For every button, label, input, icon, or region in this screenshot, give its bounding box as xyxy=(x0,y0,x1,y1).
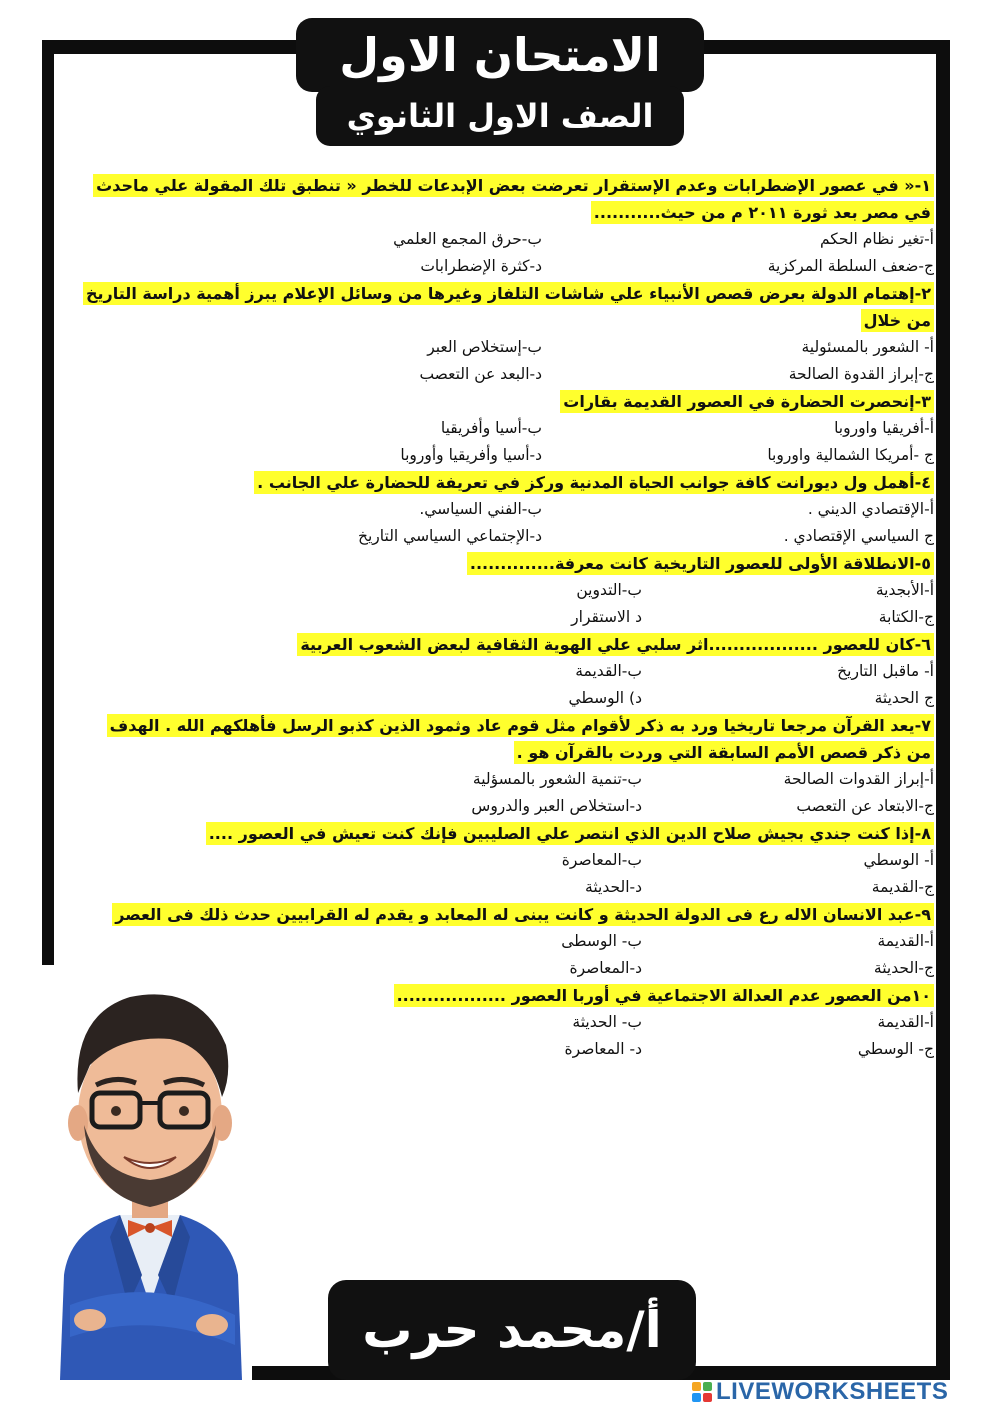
answer-option[interactable]: ب-التدوين xyxy=(576,581,642,599)
answer-option[interactable]: د) الوسطي xyxy=(568,689,642,707)
answer-option[interactable]: ب-الفني السياسي. xyxy=(419,500,542,518)
answer-option[interactable]: ج-القديمة xyxy=(871,878,934,896)
answer-option[interactable]: أ-الإقتصادي الديني . xyxy=(807,500,934,518)
options-row xyxy=(74,226,934,253)
answer-option[interactable]: د- المعاصرة xyxy=(564,1040,642,1058)
question-text: ٩-عبد الانسان الاله رع فى الدولة الحديثة و كانت يبنى له المعابد و يقدم له القرابيين حدث ذلك فى العصر xyxy=(112,903,934,926)
answer-option[interactable]: أ-الأبجدية xyxy=(875,581,934,599)
question-line xyxy=(74,388,934,415)
options-row xyxy=(74,361,934,388)
question-line xyxy=(74,550,934,577)
options-row xyxy=(74,334,934,361)
options-row xyxy=(74,604,934,631)
liveworksheets-watermark xyxy=(692,1378,948,1406)
options-row xyxy=(74,415,934,442)
frame-right-border xyxy=(936,40,950,1380)
grade-subtitle: الصف الاول الثانوي xyxy=(316,86,684,146)
answer-option[interactable]: ب-تنمية الشعور بالمسؤلية xyxy=(472,770,642,788)
answer-option[interactable]: ج-ضعف السلطة المركزية xyxy=(767,257,934,275)
answer-option[interactable]: ب-أسيا وأفريقيا xyxy=(440,419,542,437)
question-text: من ذكر قصص الأمم السابقة التي وردت بالقرآن هو . xyxy=(514,741,934,764)
question-text: ٢-إهتمام الدولة بعرض قصص الأنبياء علي شاشات التلفاز وغيرها من وسائل الإعلام يبرز أهمية دراسة التاريخ xyxy=(83,282,934,305)
answer-option[interactable]: أ-القديمة xyxy=(877,932,934,950)
question-text: ٧-يعد القرآن مرجعا تاريخيا ورد به ذكر لأقوام مثل قوم عاد وثمود الذين كذبو الرسل فأهلكهم الله . الهدف xyxy=(107,714,934,737)
answer-option[interactable]: ج -أمريكا الشمالية واوروبا xyxy=(767,446,934,464)
answer-option[interactable]: د-الحديثة xyxy=(585,878,642,896)
question-line xyxy=(74,469,934,496)
answer-option[interactable]: ب- الوسطى xyxy=(561,932,642,950)
question-text: ١٠من العصور عدم العدالة الاجتماعية في أوربا العصور .................. xyxy=(394,984,934,1007)
frame-left-border xyxy=(42,40,54,965)
options-row xyxy=(74,928,934,955)
question-line xyxy=(74,820,934,847)
exam-title: الامتحان الاول xyxy=(296,18,704,92)
answer-option[interactable]: ب-إستخلاص العبر xyxy=(427,338,542,356)
answer-option[interactable]: ج- الوسطي xyxy=(857,1040,934,1058)
answer-option[interactable]: أ- الوسطي xyxy=(863,851,934,869)
answer-option[interactable]: أ-أفريقيا واوروبا xyxy=(834,419,934,437)
liveworksheets-brand: LIVEWORKSHEETS xyxy=(716,1378,949,1405)
options-row xyxy=(74,874,934,901)
question-text: ٤-أهمل ول ديورانت كافة جوانب الحياة المدنية وركز في تعريفة للحضارة علي الجانب . xyxy=(254,471,934,494)
question-line xyxy=(74,631,934,658)
question-text: من خلال xyxy=(861,309,934,332)
answer-option[interactable]: د-استخلاص العبر والدروس xyxy=(471,797,642,815)
question-text: ٨-إذا كنت جندي بجيش صلاح الدين الذي انتصر علي الصليبين فإنك كنت تعيش في العصور .... xyxy=(206,822,934,845)
options-row xyxy=(74,496,934,523)
question-line xyxy=(74,901,934,928)
question-text: ١-« في عصور الإضطرابات وعدم الإستقرار تعرضت بعض الإبدعات للخطر « تنطبق تلك المقولة علي ماحدث xyxy=(93,174,934,197)
answer-option[interactable]: د-البعد عن التعصب xyxy=(419,365,542,383)
teacher-name-box: أ/محمد حرب xyxy=(328,1280,696,1380)
options-row xyxy=(74,523,934,550)
answer-option[interactable]: ب-القديمة xyxy=(575,662,642,680)
answer-option[interactable]: أ-إبراز القدوات الصالحة xyxy=(783,770,934,788)
answer-option[interactable]: ج-إبراز القدوة الصالحة xyxy=(788,365,934,383)
answer-option[interactable]: ب-حرق المجمع العلمي xyxy=(393,230,542,248)
question-line xyxy=(74,172,934,199)
answer-option[interactable]: أ- الشعور بالمسئولية xyxy=(801,338,934,356)
options-row xyxy=(74,442,934,469)
options-row xyxy=(74,253,934,280)
liveworksheets-logo-icon xyxy=(692,1382,712,1402)
answer-option[interactable]: ج-الكتابة xyxy=(878,608,934,626)
question-text: ٣-إنحصرت الحضارة في العصور القديمة بقارات xyxy=(560,390,934,413)
answer-option[interactable]: أ-القديمة xyxy=(877,1013,934,1031)
answer-option[interactable]: ج-الحديثة xyxy=(873,959,934,977)
question-line xyxy=(74,199,934,226)
question-line xyxy=(74,307,934,334)
question-line xyxy=(74,739,934,766)
answer-option[interactable]: أ- ماقبل التاريخ xyxy=(837,662,934,680)
question-text: ٥-الانطلاقة الأولى للعصور التاريخية كانت معرفة.............. xyxy=(467,552,934,575)
options-row xyxy=(74,847,934,874)
answer-option[interactable]: ج السياسي الإقتصادي . xyxy=(783,527,934,545)
questions-list xyxy=(74,172,934,1063)
answer-option[interactable]: ج-الابتعاد عن التعصب xyxy=(796,797,934,815)
answer-option[interactable]: ج الحديثة xyxy=(874,689,934,707)
options-row xyxy=(74,658,934,685)
answer-option[interactable]: د-كثرة الإضطرابات xyxy=(420,257,542,275)
answer-option[interactable]: د-الإجتماعي السياسي التاريخ xyxy=(357,527,542,545)
question-text: في مصر بعد ثورة ٢٠١١ م من حيث........... xyxy=(591,201,934,224)
answer-option[interactable]: أ-تغير نظام الحكم xyxy=(819,230,934,248)
answer-option[interactable]: ب-المعاصرة xyxy=(561,851,642,869)
options-row xyxy=(74,793,934,820)
options-row xyxy=(74,766,934,793)
teacher-cartoon-illustration xyxy=(50,975,250,1380)
options-row xyxy=(74,577,934,604)
options-row xyxy=(74,685,934,712)
answer-option[interactable]: د-أسيا وأفريقيا وأوروبا xyxy=(400,446,542,464)
question-text: ٦-كان للعصور ..................اثر سلبي علي الهوية الثقافية لبعض الشعوب العربية xyxy=(297,633,934,656)
question-line xyxy=(74,280,934,307)
answer-option[interactable]: د-المعاصرة xyxy=(569,959,642,977)
answer-option[interactable]: ب- الحديثة xyxy=(572,1013,642,1031)
answer-option[interactable]: د الاستقرار xyxy=(571,608,642,626)
question-line xyxy=(74,712,934,739)
